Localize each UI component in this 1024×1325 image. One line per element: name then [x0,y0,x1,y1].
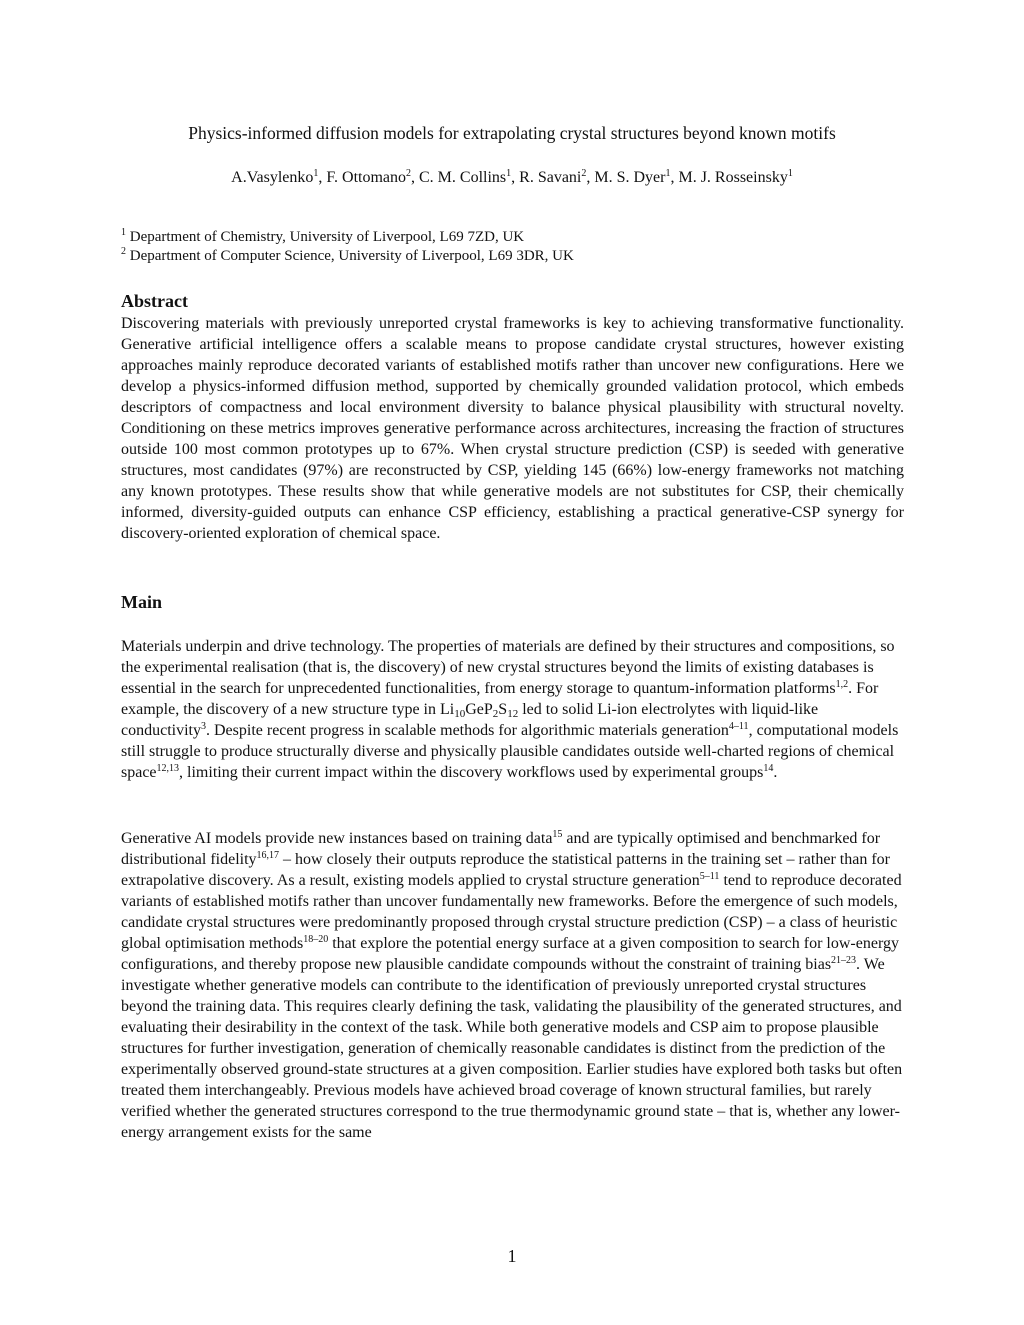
author: C. M. Collins$^1$, [419,168,520,186]
affiliation-number: 1 [121,227,126,238]
author-affiliation-mark: 1 [665,168,671,179]
abstract-text: Discovering materials with previously unreported crystal frameworks is key to achieving transformative functionality. Generative artificial intelligence offers a scalable means to propose candidate crystal structures, however existing approaches mainly reproduce decorated variants of established motifs rather than uncover new configurations. Here we develop a physics-informed diffusion method, supported by chemically grounded validation protocol, which embeds descriptors of compactness and local environment diversity to balance physical plausibility with structural novelty. Conditioning on these metrics improves generative performance across architectures, increasing the fraction of structures outside 100 most common prototypes up to 67%. When crystal structure prediction (CSP) is seeded with generative structures, most candidates (97%) are reconstructed by CSP, yielding 145 (66%) low-energy frameworks not matching any known prototypes. These results show that while generative models are not substitutes for CSP, their chemically informed, diversity-guided outputs can enhance CSP efficiency, establishing a practical generative-CSP synergy for discovery-oriented exploration of chemical space. [121,315,904,542]
author: M. S. Dyer$^1$, [594,168,679,186]
paper-title: Physics-informed diffusion models for extrapolating crystal structures beyond known motifs [188,123,836,143]
citation: 12,13 [156,763,180,774]
citation: 15 [552,829,563,840]
author-affiliation-mark: 1 [313,168,319,179]
page-number: 1 [507,1246,517,1266]
citation: 18–20 [303,934,329,945]
citation: 14 [763,763,774,774]
citation: 5–11 [699,871,720,882]
author: M. J. Rosseinsky$^1$ [678,168,793,186]
affiliation-number: 2 [121,246,126,257]
main-paragraph-2: Generative AI models provide new instances based on training data$^{15}$ and are typically optimised and benchmarked for distributional fidelity$^{16,17}$ – how closely their outputs reproduce the statistical patterns in the training set – rather than for extrapolative discovery. As a result, existing models applied to crystal structure generation$^{5-11}$ tend to reproduce decorated variants of established motifs rather than uncover fundamentally new frameworks. Before the emergence of such models, candidate crystal structures were predominantly proposed through crystal structure prediction (CSP) – a class of heuristic global optimisation methods$^{18-20}$ that explore the potential energy surface at a given composition to search for low-energy configurations, and thereby propose new plausible candidate compounds without the constraint of training bias$^{21-23}$. We investigate whether generative models can contribute to the identification of previously unreported crystal structures beyond the training data. This requires clearly defining the task, validating the plausibility of the generated structures, and evaluating their desirability in the context of the task. While both generative models and CSP aim to propose plausible structures for further investigation, generation of chemically reasonable candidates is distinct from the prediction of the experimentally observed ground-state structures at a given composition. Earlier studies have explored both tasks but often treated them interchangeably. Previous models have achieved broad coverage of known structural families, but rarely verified whether the generated structures correspond to the true thermodynamic ground state – that is, whether any lower-energy arrangement exists for the same [121,829,903,1141]
author: F. Ottomano$^2$, [326,168,419,186]
citation: 4–11 [728,721,749,732]
affiliation: $^2$ Department of Computer Science, University of Liverpool, L69 3DR, UK [121,246,574,264]
main-paragraph-1: Materials underpin and drive technology. The properties of materials are defined by their structures and compositions, so the experimental realisation (that is, the discovery) of new crystal structures beyond the limits of existing databases is essential in the search for unprecedented functionalities, from energy storage to quantum-information platforms$^{1,2}$. For example, the discovery of a new structure type in $Li_{10}GeP_2S_{12}$ led to solid Li-ion electrolytes with liquid-like conductivity$^3$. Despite recent progress in scalable methods for algorithmic materials generation$^{4-11}$, computational models still struggle to produce structurally diverse and physically plausible candidates outside well-charted regions of chemical space$^{12,13}$, limiting their current impact within the discovery workflows used by experimental groups$^{14}$. [121,638,899,781]
author-affiliation-mark: 2 [406,168,411,179]
main-heading: Main [121,592,163,612]
citation: 21–23 [831,955,857,966]
author: A.Vasylenko$^1$, [231,168,327,186]
citation: 1,2 [835,679,849,690]
author-affiliation-mark: 2 [581,168,587,179]
citation: 16,17 [256,850,280,861]
affiliation: $^1$ Department of Chemistry, University of Liverpool, L69 7ZD, UK [121,227,525,245]
citation: 3 [200,721,206,732]
author: R. Savani$^2$, [519,168,595,186]
author-affiliation-mark: 1 [506,168,512,179]
abstract-heading: Abstract [121,291,188,311]
author-list [0,167,1024,189]
chemical-formula: $Li_{10}GeP_2S_{12}$ [440,701,519,720]
author-affiliation-mark: 1 [787,168,793,179]
